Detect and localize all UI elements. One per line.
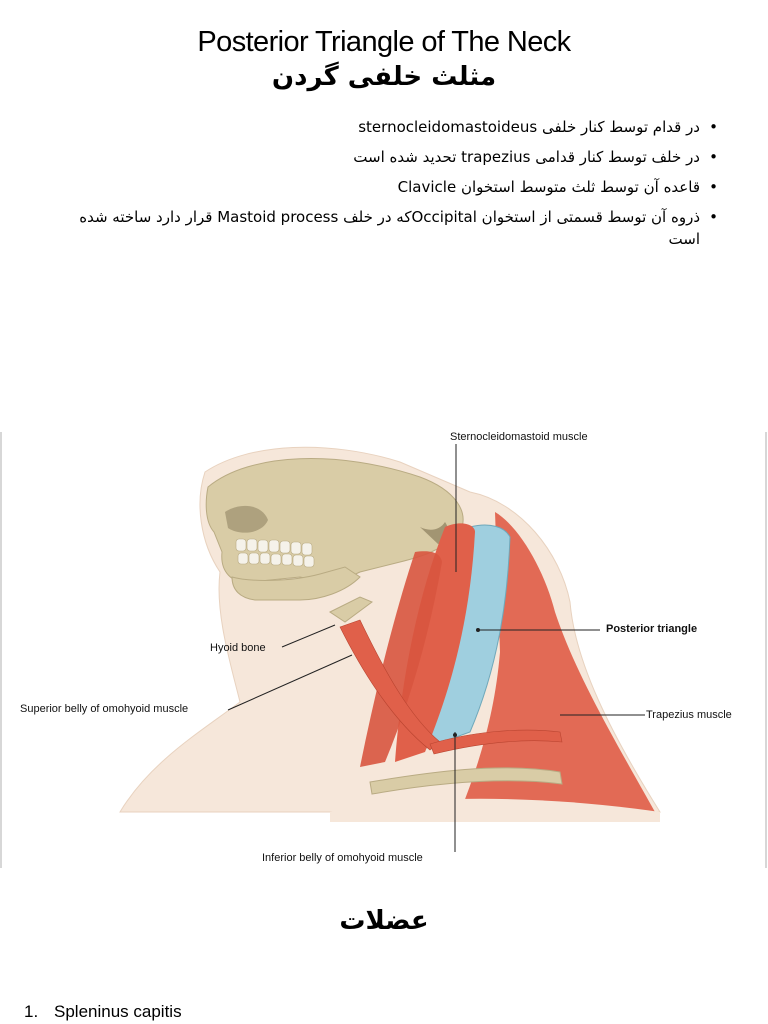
posterior-triangle-label: Posterior triangle bbox=[606, 623, 698, 635]
superior-belly-label: Superior belly of omohyoid muscle bbox=[20, 703, 189, 715]
neck-illustration bbox=[0, 432, 768, 868]
bullet-item: • ذروه آن توسط قسمتی از استخوان Occipitalکه در خلف Mastoid process قرار دارد ساخته شده است bbox=[78, 206, 718, 250]
muscles-heading: عضلات bbox=[339, 906, 429, 936]
list-item bbox=[24, 1002, 182, 1022]
hyoid-bone-label: Hyoid bone bbox=[210, 642, 266, 654]
anatomy-figure bbox=[0, 432, 768, 868]
bullet-list bbox=[78, 116, 718, 258]
scm-label: Sternocleidomastoid muscle bbox=[450, 431, 588, 443]
trapezius-label: Trapezius muscle bbox=[646, 709, 732, 721]
page-title: Posterior Triangle of The Neck bbox=[197, 26, 571, 58]
page-title-persian: مثلث خلفی گردن bbox=[271, 62, 497, 92]
bullet-item: • قاعده آن توسط ثلث متوسط استخوان Clavicle bbox=[78, 176, 718, 198]
bullet-item: • در قدام توسط کنار خلفی sternocleidomastoideus bbox=[78, 116, 718, 138]
muscle-list bbox=[24, 1002, 182, 1022]
list-number: 1. bbox=[24, 1002, 39, 1021]
bullet-item: • در خلف توسط کنار قدامی trapezius تحدید شده است bbox=[78, 146, 718, 168]
inferior-belly-label: Inferior belly of omohyoid muscle bbox=[262, 852, 423, 864]
muscle-name: Spleninus capitis bbox=[54, 1002, 182, 1021]
